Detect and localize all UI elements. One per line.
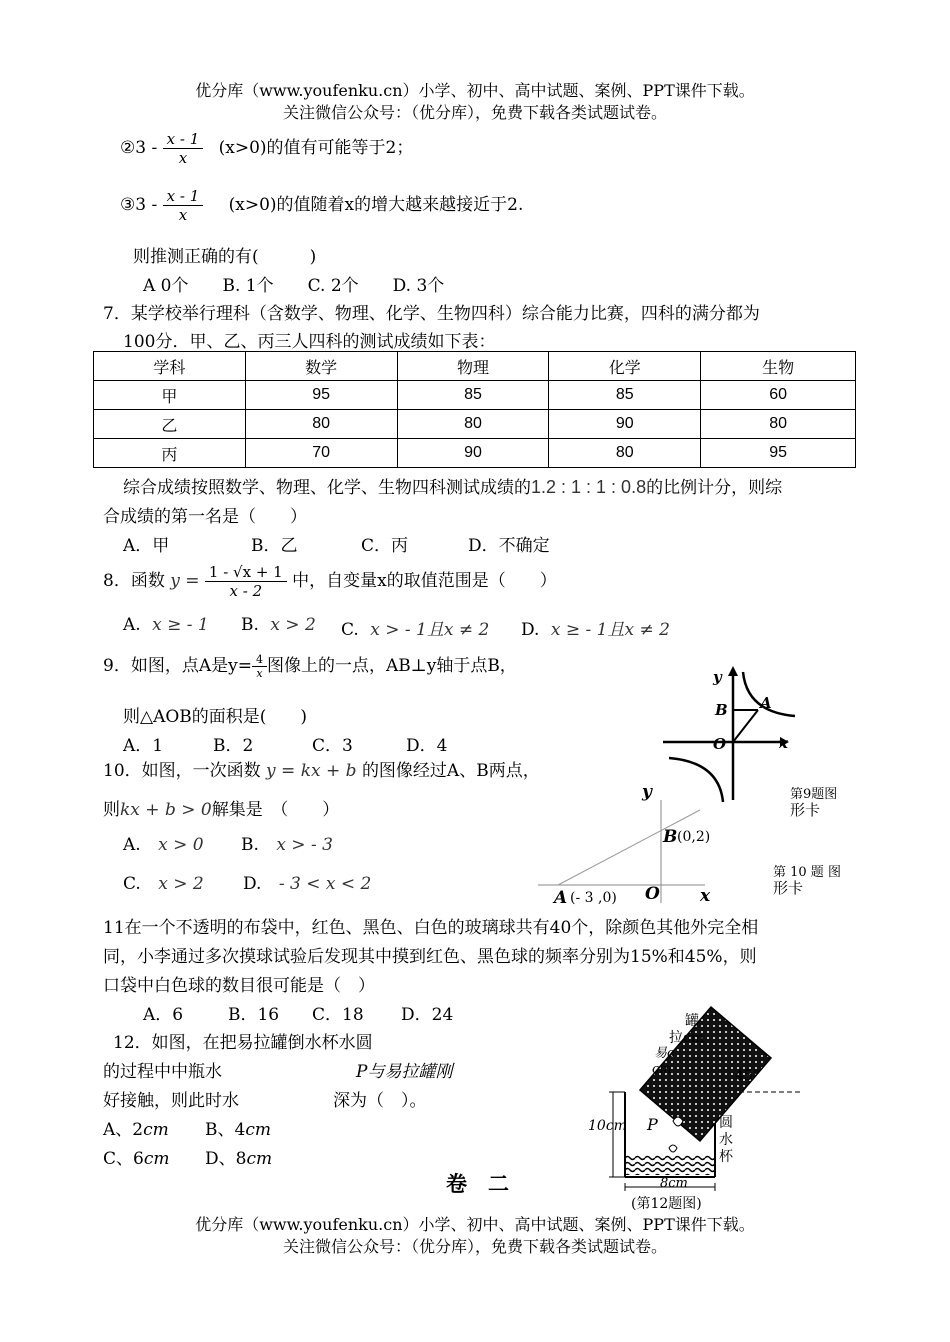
q12-option-c [103, 1144, 169, 1169]
q11-option-d: D．24 [401, 1005, 454, 1025]
q8-option-a [123, 615, 209, 635]
q6-options: A 0个 B. 1个 C. 2个 D. 3个 [143, 276, 445, 296]
table-cell: 85 [397, 381, 549, 410]
fig10-line [558, 810, 700, 885]
table-cell: 80 [245, 410, 397, 439]
q10-stem2-a: 则 [103, 800, 120, 820]
q12-line-2b-text: P与易拉罐刚 [356, 1062, 453, 1082]
fig10-label-b: B [663, 827, 678, 847]
q8-prefix: 8．函数 [103, 571, 165, 591]
q10-option-d-label: D. [243, 874, 262, 894]
table-cell: 乙 [94, 410, 246, 439]
q9-stem-a: 9．如图，点A是y= [103, 656, 252, 676]
q6-item-3 [120, 187, 523, 224]
table-cell: 90 [549, 410, 701, 439]
q12-line-3b: 深为（ ）。 [333, 1091, 427, 1111]
fig9-caption-2: 形卡 [790, 801, 821, 819]
q7-stem-2: 100分．甲、乙、丙三人四科的测试成绩如下表： [123, 332, 496, 352]
q12-option-a-label: A、2 [103, 1120, 144, 1140]
q7-option-b: B．乙 [251, 536, 298, 556]
q6-item3-num: x - 1 [163, 187, 204, 206]
table-row [94, 410, 856, 439]
q9-option-d: D．4 [406, 736, 448, 756]
q10-ineq: kx + b > 0 [120, 800, 212, 820]
q12-option-d [205, 1144, 272, 1169]
q10-stem-2 [103, 795, 339, 820]
q12-line-2a: 的过程中中瓶水 [103, 1062, 222, 1082]
fig10-caption-2: 形卡 [773, 879, 804, 897]
q12-option-b [205, 1115, 271, 1140]
q6-item2-fraction [163, 130, 204, 167]
q11-line-3: 口袋中白色球的数目很可能是（ ） [103, 976, 375, 996]
q9-option-b: B．2 [213, 736, 254, 756]
q6-item2-num: x - 1 [163, 130, 204, 149]
q8-den: x - 2 [229, 582, 263, 600]
q8-option-d [521, 615, 670, 640]
q12-option-d-label: D、8 [205, 1149, 247, 1169]
q10-stem-b: 的图像经过A、B两点， [361, 761, 540, 781]
q8-option-c-expr: x > - 1且x ≠ 2 [370, 620, 490, 640]
q7-text2: 的比例计分，则综 [646, 478, 783, 498]
table-cell: 80 [701, 410, 856, 439]
q8-option-b-expr: x > 2 [270, 615, 316, 635]
fig12-label-width: 8cm [660, 1176, 688, 1191]
fig12-label-can-left-2: cm [652, 1062, 672, 1077]
figure-10 [530, 775, 730, 910]
q12-option-c-label: C、6 [103, 1149, 144, 1169]
fig12-label-can-left-1: 易c [654, 1046, 675, 1061]
table-cell: 90 [397, 439, 549, 468]
q12-option-b-label: B、4 [205, 1120, 246, 1140]
q10-option-a-expr: x > 0 [158, 835, 204, 855]
q7-text-line [123, 473, 782, 498]
table-header-cell: 物理 [397, 352, 549, 381]
fig10-label-a: A [554, 888, 568, 908]
q6-item3-prefix: ③3 - [120, 195, 158, 215]
fig12-label-cup-1: 圆 [719, 1115, 733, 1131]
q9-option-a: A．1 [123, 736, 164, 756]
q8-fraction [205, 563, 287, 600]
q10-option-b-expr: x > - 3 [276, 835, 333, 855]
q12-option-a-unit: cm [143, 1120, 169, 1140]
q12-line-3a: 好接触，则此时水 [103, 1091, 239, 1111]
q7-option-d: D．不确定 [468, 536, 550, 556]
table-header-cell: 学科 [94, 352, 246, 381]
header-line-1: 优分库（www.youfenku.cn）小学、初中、高中试题、案例、PPT课件下载。 [195, 81, 755, 100]
score-table [93, 351, 856, 468]
q6-item2-prefix: ②3 - [120, 138, 158, 158]
q9-stem-b: 图像上的一点，AB⊥y轴于点B， [266, 656, 517, 676]
q12-option-a [103, 1115, 169, 1140]
fig12-caption: (第12题图) [631, 1196, 702, 1212]
q10-option-b-label: B. [241, 835, 259, 855]
q11-option-a: A．6 [143, 1005, 184, 1025]
q8-stem [103, 563, 557, 600]
q10-func: y = kx + b [266, 761, 357, 781]
q7-ratio: 1.2 : 1 : 1 : 0.8 [531, 477, 647, 497]
fig12-water [626, 1155, 714, 1175]
q12-line-1: 12．如图，在把易拉罐倒水杯水圆 [113, 1033, 373, 1053]
fig12-label-height: 10cm [588, 1118, 627, 1134]
fig9-label-x: x [779, 734, 788, 752]
fig12-label-cup-3: 杯 [719, 1149, 733, 1165]
table-header-cell: 生物 [701, 352, 856, 381]
q12-option-c-unit: cm [143, 1149, 170, 1169]
table-row [94, 439, 856, 468]
table-row [94, 381, 856, 410]
fig12-drop-2 [669, 1145, 677, 1152]
fig12-label-angle: 45° [735, 1068, 760, 1084]
q11-line-1: 11在一个不透明的布袋中，红色、黑色、白色的玻璃球共有40个，除颜色其他外完全相 [103, 918, 759, 938]
fig9-label-a: A [760, 694, 772, 712]
fig12-label-p: P [647, 1115, 658, 1134]
q7-text1: 综合成绩按照数学、物理、化学、生物四科测试成绩的 [123, 478, 531, 498]
table-header-row [94, 352, 856, 381]
q9-fraction [252, 653, 267, 680]
q8-option-a-label: A. [123, 615, 141, 635]
fig9-y-arrow-icon [728, 666, 738, 676]
fig10-label-b-coord: (0,2) [677, 829, 711, 845]
q9-frac-num: 4 [252, 653, 267, 667]
q6-stem: 则推测正确的有( ) [133, 247, 317, 267]
q10-stem-a: 10．如图，一次函数 [103, 761, 261, 781]
fig12-label-can-top: 罐 [685, 1013, 699, 1029]
q8-option-c [341, 615, 489, 640]
q12-line-2b [356, 1057, 452, 1082]
fig12-label-cup-2: 水 [719, 1132, 733, 1148]
figure-12 [585, 1005, 810, 1215]
q11-option-b: B．16 [228, 1005, 280, 1025]
footer-line-1: 优分库（www.youfenku.cn）小学、初中、高中试题、案例、PPT课件下载。 [195, 1215, 755, 1234]
footer-line-2: 关注微信公众号：（优分库），免费下载各类试题试卷。 [282, 1237, 667, 1256]
fig10-label-x: x [700, 886, 711, 906]
table-cell: 95 [701, 439, 856, 468]
fig9-caption-1: 第9题图 [790, 787, 838, 802]
q11-option-c: C．18 [312, 1005, 364, 1025]
q12-option-d-unit: cm [246, 1149, 273, 1169]
table-cell: 85 [549, 381, 701, 410]
q8-option-b [241, 615, 316, 635]
q11-line-2: 同，小李通过多次摸球试验后发现其中摸到红色、黑色球的频率分别为15%和45%，则 [103, 947, 757, 967]
fig10-caption-1: 第 10 题 图 [773, 865, 841, 880]
q6-item2-text: (x>0)的值有可能等于2； [218, 138, 414, 158]
q6-item-2 [120, 130, 413, 167]
q6-item3-text: (x>0)的值随着x的增大越来越接近于2. [228, 195, 524, 215]
q8-suffix: 中，自变量x的取值范围是（ ） [292, 571, 557, 591]
q7-option-c: C．丙 [361, 536, 409, 556]
q7-option-a: A．甲 [123, 536, 170, 556]
q9-stem-2: 则△AOB的面积是( ) [123, 707, 308, 727]
q10-option-b [241, 835, 333, 855]
q6-item2-den: x [178, 149, 188, 167]
fig9-label-o: O [713, 735, 727, 753]
table-cell: 甲 [94, 381, 246, 410]
fig9-segment-oa [733, 710, 758, 742]
header-line-2: 关注微信公众号：（优分库），免费下载各类试题试卷。 [282, 103, 667, 122]
fig9-label-y: y [713, 668, 722, 686]
table-header-cell: 化学 [549, 352, 701, 381]
q9-option-c: C．3 [312, 736, 353, 756]
table-cell: 95 [245, 381, 397, 410]
table-cell: 80 [549, 439, 701, 468]
q10-stem2-b: 解集是 （ ） [211, 800, 340, 820]
q7-stem-1: 7．某学校举行理科（含数学、物理、化学、生物四科）综合能力比赛，四科的满分都为 [103, 304, 760, 324]
q8-option-d-expr: x ≥ - 1且x ≠ 2 [550, 620, 670, 640]
q6-item3-fraction [163, 187, 204, 224]
q7-text3: 合成绩的第一名是（ ） [103, 507, 307, 527]
q6-item3-den: x [178, 206, 188, 224]
q8-option-a-expr: x ≥ - 1 [152, 615, 209, 635]
q8-num: 1 - √x + 1 [205, 563, 287, 582]
fig10-label-o: O [645, 884, 660, 904]
q10-stem [103, 756, 540, 781]
q8-option-b-label: B. [241, 615, 259, 635]
table-cell: 60 [701, 381, 856, 410]
q9-stem [103, 651, 517, 680]
q10-option-d-expr: - 3 < x < 2 [278, 874, 372, 894]
fig10-label-y: y [642, 782, 652, 802]
q10-option-c-label: C. [123, 874, 141, 894]
table-cell: 70 [245, 439, 397, 468]
q8-option-c-label: C. [341, 620, 359, 640]
q8-option-d-label: D. [521, 620, 540, 640]
q9-frac-den: x [256, 667, 263, 680]
fig12-label-can-mid: 拉cm [669, 1030, 705, 1046]
section-title: 卷 二 [446, 1171, 509, 1196]
q10-option-d [243, 874, 371, 894]
q10-option-a-label: A. [123, 835, 141, 855]
q12-option-b-unit: cm [245, 1120, 271, 1140]
table-cell: 丙 [94, 439, 246, 468]
table-header-cell: 数学 [245, 352, 397, 381]
q8-y-eq: y = [170, 571, 200, 591]
q10-option-a [123, 835, 204, 855]
table-cell: 80 [397, 410, 549, 439]
q10-option-c-expr: x > 2 [158, 874, 204, 894]
fig9-label-b: B [715, 701, 728, 719]
q10-option-c [123, 874, 204, 894]
fig10-label-a-coord: (- 3 ,0) [570, 890, 617, 906]
